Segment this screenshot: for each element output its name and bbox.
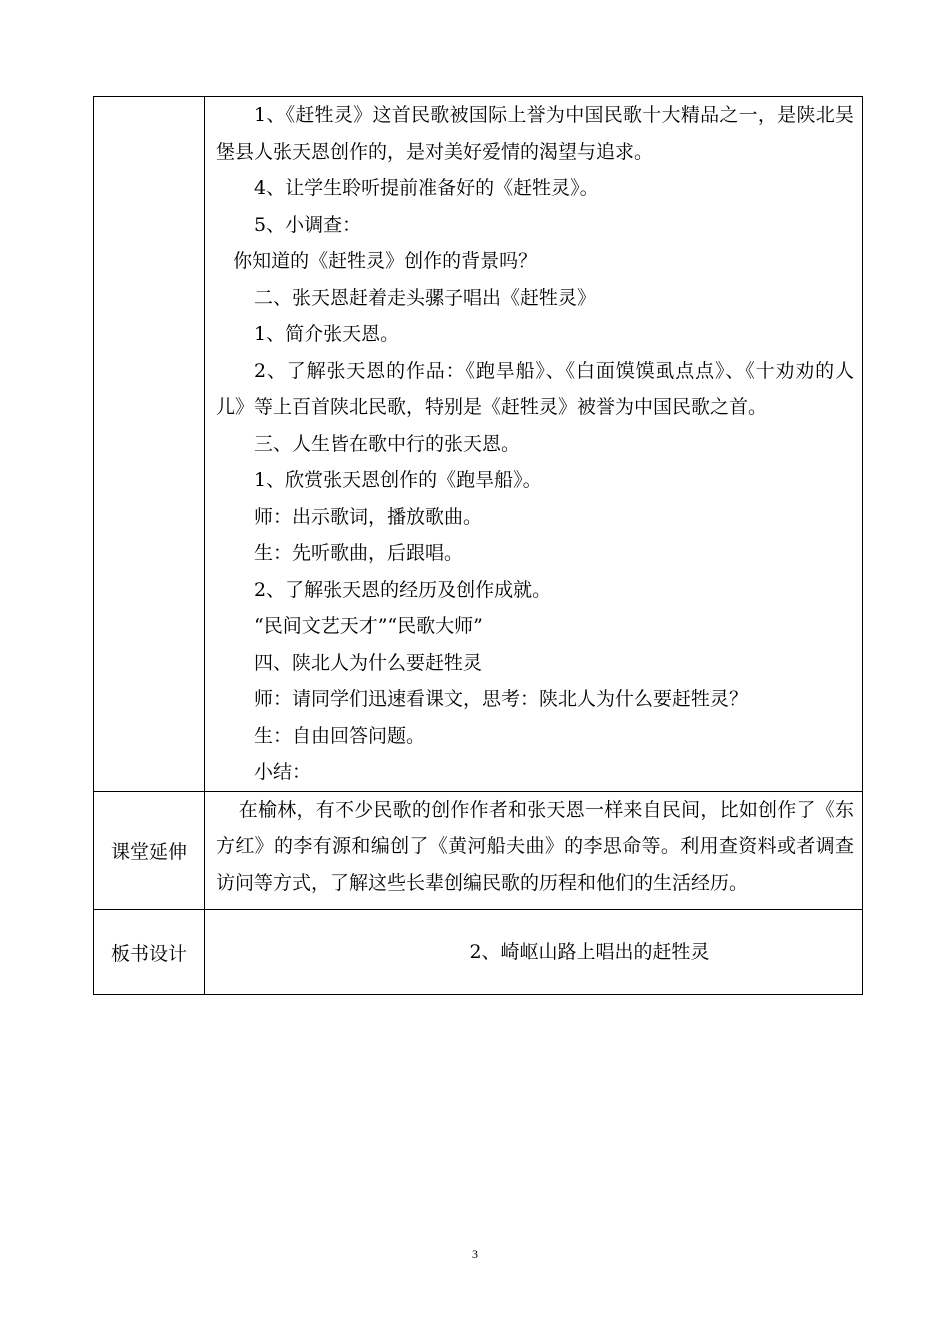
paragraph-6: 1、简介张天恩。 [254,323,400,345]
blackboard-design-content: 2、崎岖山路上唱出的赶牲灵 [205,910,863,995]
teaching-process-content [205,97,863,792]
paragraph-3: 5、小调查： [254,213,362,236]
paragraph-17: 小结： [254,761,312,783]
table-row-class-extension [94,791,863,910]
paragraph-5: 二、张天恩赶着走头骡子唱出《赶牲灵》 [254,286,597,309]
paragraph-15: 师：请同学们迅速看课文，思考：陕北人为什么要赶牲灵？ [254,688,749,710]
paragraph-4: 你知道的《赶牲灵》创作的背景吗？ [233,250,538,272]
table-row-teaching-process [94,97,863,792]
paragraph-2: 4、让学生聆听提前准备好的《赶牲灵》。 [254,177,599,199]
row-label-blackboard-design: 板书设计 [94,910,205,995]
paragraph-10: 师：出示歌词，播放歌曲。 [254,505,483,528]
class-extension-content [205,791,863,910]
class-extension-text: 在榆林，有不少民歌的创作作者和张天恩一样来自民间，比如创作了《东方红》的李有源和编创了《黄河船夫曲》的李思命等。利用查资料或者调查访问等方式，了解这些长辈创编民歌的历程和他们的生活经历。 [216,798,854,894]
table-row-blackboard-design [94,910,863,995]
row-label-empty [94,97,205,792]
paragraph-16: 生：自由回答问题。 [254,724,426,747]
paragraph-13: “民间文艺天才”“民歌大师” [254,615,483,637]
paragraph-14: 四、陕北人为什么要赶牲灵 [254,651,483,674]
paragraph-1: 1、《赶牲灵》这首民歌被国际上誉为中国民歌十大精品之一，是陕北吴堡县人张天恩创作的，是对美好爱情的渴望与追求。 [216,104,854,163]
paragraph-8: 三、人生皆在歌中行的张天恩。 [254,432,521,455]
paragraph-9: 1、欣赏张天恩创作的《跑旱船》。 [254,469,542,491]
row-label-class-extension: 课堂延伸 [94,791,205,910]
paragraph-12: 2、了解张天恩的经历及创作成就。 [254,578,552,601]
lesson-plan-table [93,96,863,995]
paragraph-7: 2、了解张天恩的作品：《跑旱船》、《白面馍馍虱点点》、《十劝劝的人儿》等上百首陕北民歌，特别是《赶牲灵》被誉为中国民歌之首。 [216,359,854,418]
page-number: 3 [472,1247,478,1261]
paragraph-11: 生：先听歌曲，后跟唱。 [254,542,464,564]
